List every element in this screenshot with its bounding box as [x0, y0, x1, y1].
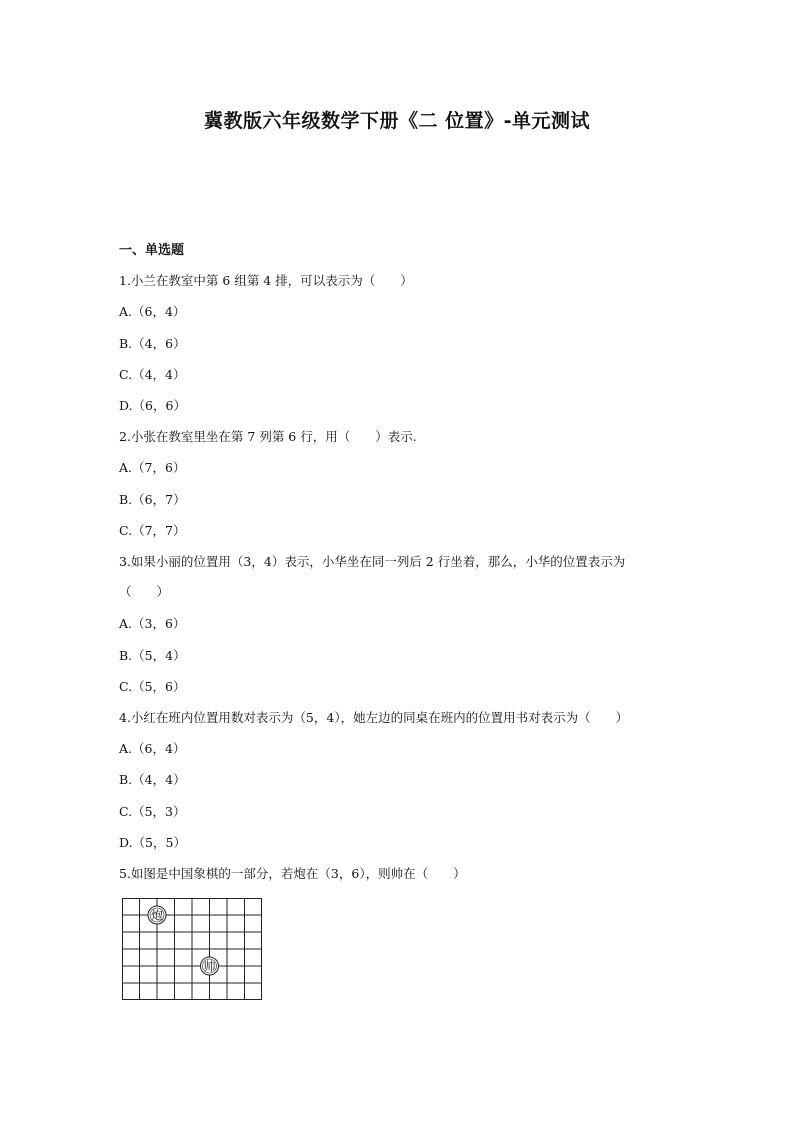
question-3-option-a: A.（3，6） [119, 616, 186, 631]
grid-lines [122, 898, 262, 1000]
piece-shuai-label: 帅 [203, 959, 216, 974]
question-1-option-c: C.（4，4） [119, 367, 186, 382]
piece-shuai [201, 957, 219, 975]
question-1-option-a: A.（6，4） [119, 304, 186, 319]
question-4-option-d: D.（5，5） [119, 835, 186, 850]
question-4-option-b: B.（4，4） [119, 772, 186, 787]
question-2-option-a: A.（7，6） [119, 460, 186, 475]
piece-pao-label: 炮 [150, 908, 164, 923]
question-3-option-c: C.（5，6） [119, 679, 186, 694]
question-2-option-b: B.（6，7） [119, 492, 186, 507]
question-1-option-b: B.（4，6） [119, 336, 186, 351]
question-3-stem-continued: （ ） [119, 584, 170, 599]
chess-board-grid [122, 898, 262, 1000]
question-1-stem: 1.小兰在教室中第 6 组第 4 排，可以表示为（ ） [119, 273, 413, 288]
question-2-option-c: C.（7，7） [119, 523, 186, 538]
section-heading: 一、单选题 [119, 243, 185, 258]
question-5-stem: 5.如图是中国象棋的一部分，若炮在（3，6），则帅在（ ） [119, 866, 466, 881]
question-3-stem: 3.如果小丽的位置用（3，4）表示，小华坐在同一列后 2 行坐着，那么，小华的位置表示为 [119, 554, 626, 569]
question-3-option-b: B.（5，4） [119, 648, 186, 663]
chess-board-figure [122, 898, 262, 1000]
question-4-option-a: A.（6，4） [119, 741, 186, 756]
question-2-stem: 2.小张在教室里坐在第 7 列第 6 行，用（ ）表示. [119, 429, 417, 444]
question-4-option-c: C.（5，3） [119, 804, 186, 819]
document-title: 冀教版六年级数学下册《二 位置》-单元测试 [203, 110, 590, 132]
question-1-option-d: D.（6，6） [119, 398, 186, 413]
question-4-stem: 4.小红在班内位置用数对表示为（5，4），她左边的同桌在班内的位置用书对表示为（ ） [119, 710, 629, 725]
piece-pao [148, 906, 166, 924]
